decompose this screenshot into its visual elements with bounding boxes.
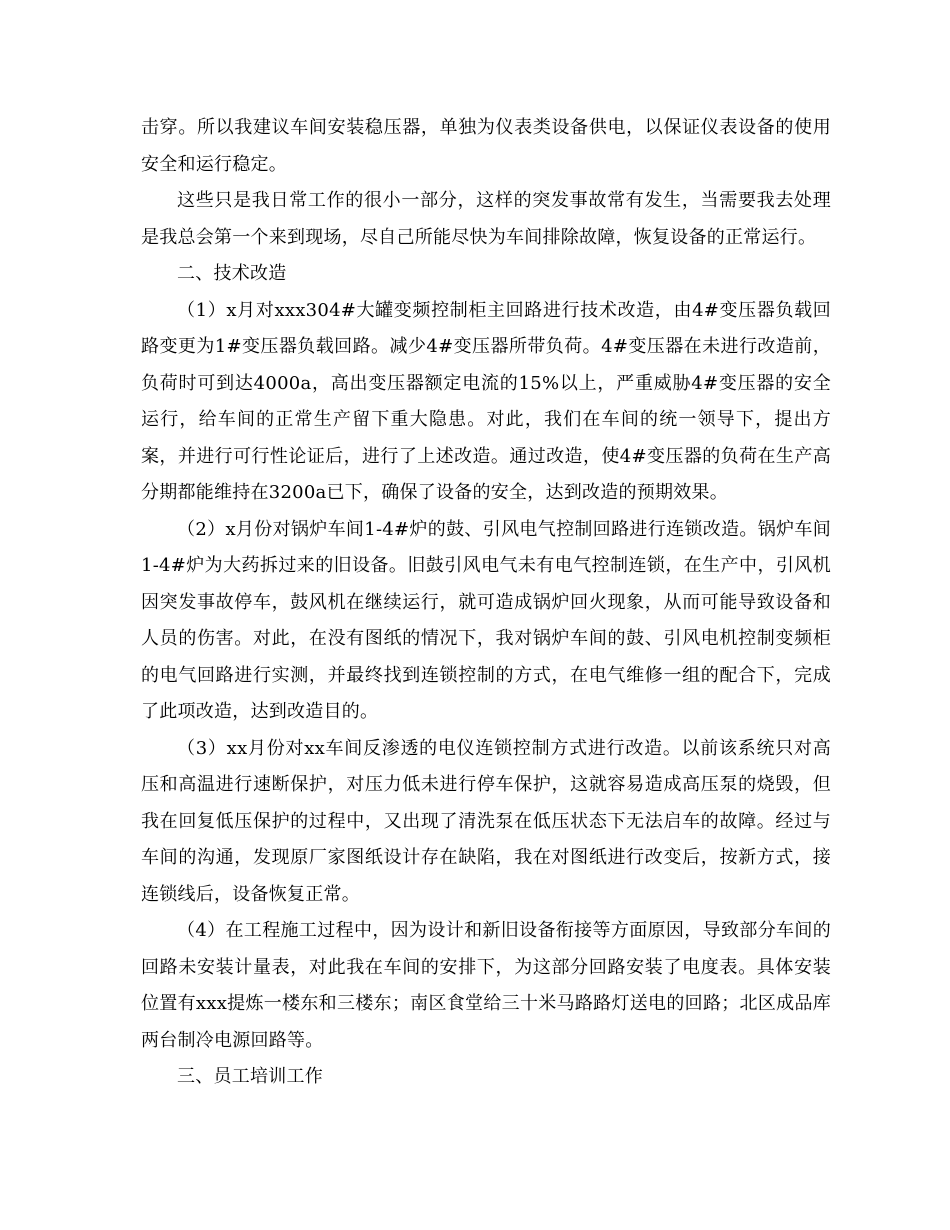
section-heading: 三、员工培训工作 (177, 1066, 323, 1087)
paragraph: （3）xx月份对xx车间反渗透的电仪连锁控制方式进行改造。以前该系统只对高压和高温进行速断保护，对压力低未进行停车保护，这就容易造成高压泵的烧毁，但我在回复低压保护的过程中，又出现了清洗泵在低压状态下无法启车的故障。经过与车间的沟通，发现原厂家图纸设计存在缺陷，我在对图纸进行改变后，按新方式，接连锁线后，设备恢复正常。 (141, 737, 831, 905)
paragraph: （1）x月对xxx304#大罐变频控制柜主回路进行技术改造，由4#变压器负载回路变更为1#变压器负载回路。减少4#变压器所带负荷。4#变压器在未进行改造前，负荷时可到达4000a，高出变压器额定电流的15%以上，严重威胁4#变压器的安全运行，给车间的正常生产留下重大隐患。对此，我们在车间的统一领导下，提出方案，并进行可行性论证后，进行了上述改造。通过改造，使4#变压器的负荷在生产高分期都能维持在3200a已下，确保了设备的安全，达到改造的预期效果。 (141, 299, 831, 503)
paragraph-continuation: 击穿。所以我建议车间安装稳压器，单独为仪表类设备供电，以保证仪表设备的使用安全和运行稳定。 (141, 117, 831, 175)
paragraph: （4）在工程施工过程中，因为设计和新旧设备衔接等方面原因，导致部分车间的回路未安装计量表，对此我在车间的安排下，为这部分回路安装了电度表。具体安装位置有xxx提炼一楼东和三楼东；南区食堂给三十米马路路灯送电的回路；北区成品库两台制冷电源回路等。 (141, 920, 831, 1051)
document-body (141, 110, 831, 1096)
section-heading: 二、技术改造 (177, 263, 287, 284)
paragraph: （2）x月份对锅炉车间1-4#炉的鼓、引风电气控制回路进行连锁改造。锅炉车间1-4#炉为大药拆过来的旧设备。旧鼓引风电气未有电气控制连锁，在生产中，引风机因突发事故停车，鼓风机在继续运行，就可造成锅炉回火现象，从而可能导致设备和人员的伤害。对此，在没有图纸的情况下，我对锅炉车间的鼓、引风电机控制变频柜的电气回路进行实测，并最终找到连锁控制的方式，在电气维修一组的配合下，完成了此项改造，达到改造目的。 (141, 518, 831, 722)
paragraph: 这些只是我日常工作的很小一部分，这样的突发事故常有发生，当需要我去处理是我总会第一个来到现场，尽自己所能尽快为车间排除故障，恢复设备的正常运行。 (141, 190, 831, 248)
